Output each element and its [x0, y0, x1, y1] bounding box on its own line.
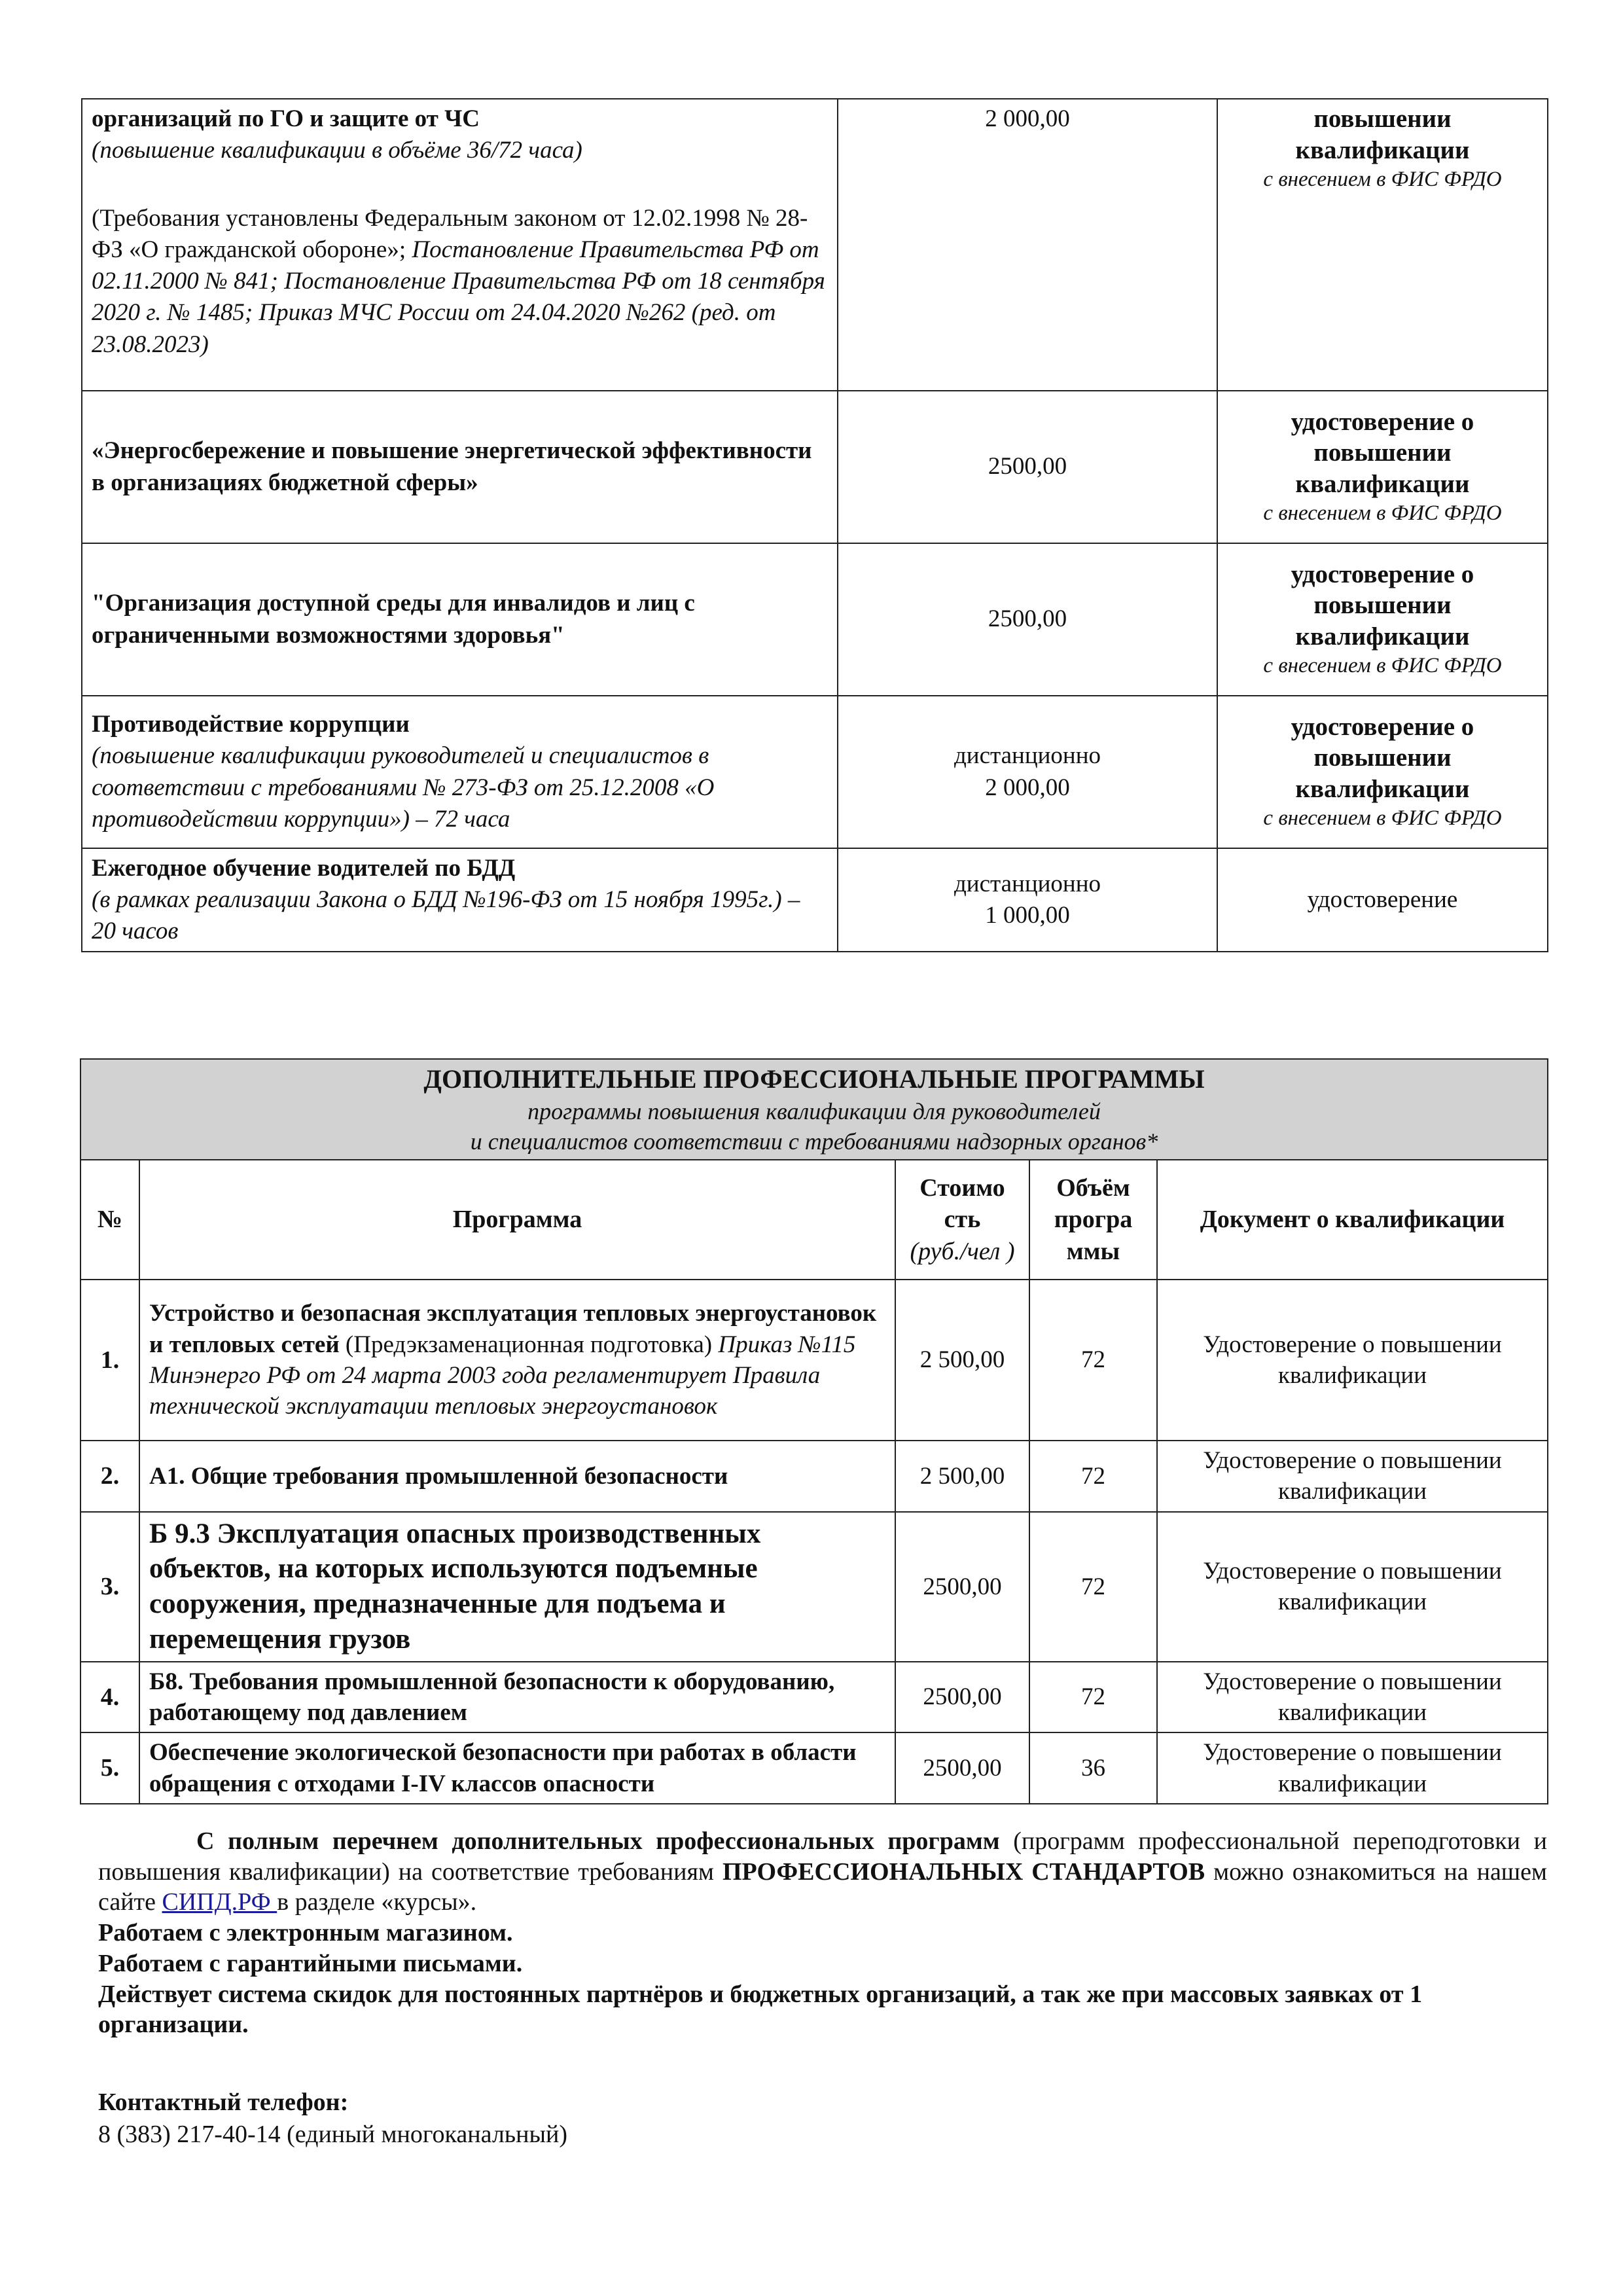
program-requirements: (Требования установлены Федеральным законом от 12.02.1998 № 28-ФЗ «О гражданской обороне»; Постановление Правительства РФ от 02.11.2000 № 841; Постановление Правительства РФ от 18 сентября 2020 г. № 1485; Приказ МЧС России от 24.04.2020 №262 (ред. от 23.08.2023) [92, 205, 825, 358]
table-header-row [80, 1059, 1548, 1160]
table-row [82, 391, 1548, 543]
delivery-mode: дистанционно [954, 870, 1101, 898]
price-cell: 2 500,00 [895, 1441, 1029, 1512]
program-title: Устройство и безопасная эксплуатация тепловых энергоустановок и тепловых сетей [149, 1300, 877, 1358]
price-cell: 2500,00 [838, 543, 1217, 696]
delivery-mode: дистанционно [954, 742, 1101, 770]
column-header-row [80, 1160, 1548, 1280]
price-cell: 2500,00 [838, 391, 1217, 543]
volume-cell: 72 [1029, 1512, 1157, 1662]
document-cell: Удостоверение о повышении квалификации [1157, 1280, 1548, 1441]
document-cell: удостоверение о повышении квалификации с внесением в ФИС ФРДО [1217, 543, 1548, 696]
price-value: 2 000,00 [985, 774, 1070, 801]
document-cell: Удостоверение о повышении квалификации [1157, 1441, 1548, 1512]
document-cell: повышении квалификации с внесением в ФИС ФРДО [1217, 99, 1548, 391]
row-number: 1. [80, 1280, 139, 1441]
price-cell: 2500,00 [895, 1732, 1029, 1804]
contact-label: Контактный телефон: [98, 2089, 349, 2116]
program-note: (в рамках реализации Закона о БДД №196-ФЗ от 15 ноября 1995г.) – 20 часов [92, 886, 800, 945]
program-cell [82, 848, 838, 952]
volume-cell: 72 [1029, 1662, 1157, 1733]
table-row [80, 1441, 1548, 1512]
table-row [82, 848, 1548, 952]
table-row [82, 696, 1548, 848]
program-title: А1. Общие требования промышленной безопасности [139, 1441, 895, 1512]
footer-info [98, 1826, 1547, 2040]
col-header-number: № [80, 1160, 139, 1280]
price-cell: 2500,00 [895, 1662, 1029, 1733]
table-header [80, 1059, 1548, 1160]
table-row [80, 1280, 1548, 1441]
program-cell [82, 99, 838, 391]
table-subtitle: программы повышения квалификации для руководителей [527, 1098, 1101, 1124]
volume-cell: 72 [1029, 1441, 1157, 1512]
program-title: Б8. Требования промышленной безопасности к оборудованию, работающему под давлением [139, 1662, 895, 1733]
program-title: Ежегодное обучение водителей по БДД [92, 855, 516, 882]
price-cell: 2500,00 [895, 1512, 1029, 1662]
info-line: Работаем с гарантийными письмами. [98, 1949, 523, 1977]
table-row [82, 543, 1548, 696]
document-cell: Удостоверение о повышении квалификации [1157, 1662, 1548, 1733]
table-row [80, 1512, 1548, 1662]
price-cell [838, 696, 1217, 848]
program-title: организаций по ГО и защите от ЧС [92, 105, 480, 132]
program-cell [82, 696, 838, 848]
document-cell: удостоверение о повышении квалификации с внесением в ФИС ФРДО [1217, 391, 1548, 543]
table-row [80, 1662, 1548, 1733]
site-link[interactable]: СИПД.РФ [162, 1888, 277, 1916]
program-note: (повышение квалификации в объёме 36/72 часа) [92, 137, 582, 164]
document-cell: Удостоверение о повышении квалификации [1157, 1732, 1548, 1804]
table-row [82, 99, 1548, 391]
price-cell [838, 848, 1217, 952]
program-title: "Организация доступной среды для инвалидов и лиц с ограниченными возможностями здоровья" [82, 543, 838, 696]
table-subtitle: и специалистов соответствии с требованиями надзорных органов* [470, 1128, 1158, 1155]
row-number: 3. [80, 1512, 139, 1662]
row-number: 2. [80, 1441, 139, 1512]
program-title: Б 9.3 Эксплуатация опасных производственных объектов, на которых используются подъемные сооружения, предназначенные для подъема и перемещения грузов [139, 1512, 895, 1662]
info-line: Работаем с электронным магазином. [98, 1919, 513, 1947]
program-cell: Устройство и безопасная эксплуатация тепловых энергоустановок и тепловых сетей (Предэкзаменационная подготовка) Приказ №115 Минэнерго РФ от 24 марта 2003 года регламентирует Правила технической эксплуатации тепловых энергоустановок [139, 1280, 895, 1441]
document-cell: удостоверение [1217, 848, 1548, 952]
info-paragraph: С полным перечнем дополнительных профессиональных программ (программ профессиональной переподготовки и повышения квалификации) на соответствие требованиям ПРОФЕССИОНАЛЬНЫХ СТАНДАРТОВ можно ознакомиться на нашем сайте СИПД.РФ в разделе «курсы». [98, 1827, 1547, 1916]
volume-cell: 72 [1029, 1280, 1157, 1441]
program-note: (повышение квалификации руководителей и специалистов в соответствии с требованиями № 273-ФЗ от 25.12.2008 «О противодействии коррупции») – 72 часа [92, 742, 715, 833]
courses-table-top [81, 98, 1548, 952]
program-title: Противодействие коррупции [92, 711, 410, 738]
row-number: 5. [80, 1732, 139, 1804]
col-header-cost: Стоимо сть (руб./чел ) [895, 1160, 1029, 1280]
contact-phone: 8 (383) 217-40-14 (единый многоканальный) [98, 2120, 567, 2148]
discount-info: Действует система скидок для постоянных партнёров и бюджетных организаций, а так же при массовых заявках от 1 организации. [98, 1980, 1423, 2039]
contacts-block [98, 2087, 567, 2150]
table-title: ДОПОЛНИТЕЛЬНЫЕ ПРОФЕССИОНАЛЬНЫЕ ПРОГРАММЫ [423, 1064, 1205, 1094]
price-value: 1 000,00 [985, 902, 1070, 929]
price-cell: 2 500,00 [895, 1280, 1029, 1441]
col-header-document: Документ о квалификации [1157, 1160, 1548, 1280]
table-row [80, 1732, 1548, 1804]
document-cell: удостоверение о повышении квалификации с внесением в ФИС ФРДО [1217, 696, 1548, 848]
volume-cell: 36 [1029, 1732, 1157, 1804]
program-title: Обеспечение экологической безопасности при работах в области обращения с отходами I-IV классов опасности [139, 1732, 895, 1804]
col-header-volume: Объём програ ммы [1029, 1160, 1157, 1280]
program-title: «Энергосбережение и повышение энергетической эффективности в организациях бюджетной сферы» [82, 391, 838, 543]
col-header-program: Программа [139, 1160, 895, 1280]
professional-programs-table [80, 1058, 1548, 1804]
price-cell: 2 000,00 [838, 99, 1217, 391]
row-number: 4. [80, 1662, 139, 1733]
document-cell: Удостоверение о повышении квалификации [1157, 1512, 1548, 1662]
